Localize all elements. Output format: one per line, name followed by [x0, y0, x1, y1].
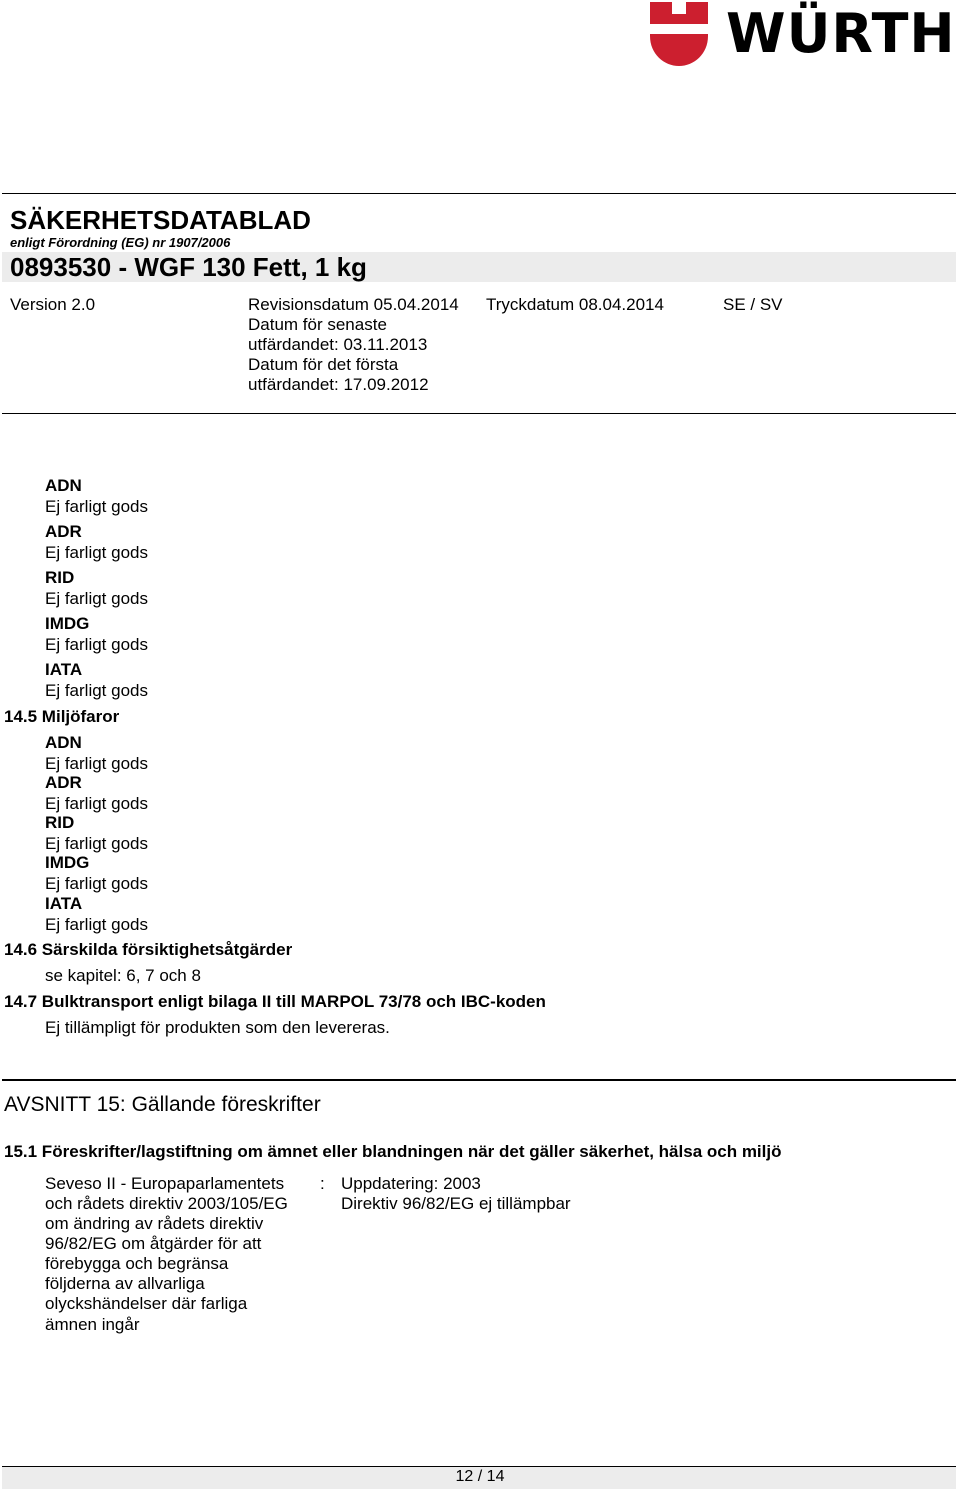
locale: SE / SV [723, 295, 783, 314]
section-14-7-text: Ej tillämpligt för produkten som den levereras. [45, 1018, 390, 1037]
transport-value: Ej farligt gods [45, 754, 148, 773]
section-15-1-heading: 15.1 Föreskrifter/lagstiftning om ämnet eller blandningen när det gäller säkerhet, hälsa och miljö [4, 1142, 782, 1161]
regulation-subtitle: enligt Förordning (EG) nr 1907/2006 [10, 235, 231, 250]
document-title: SÄKERHETSDATABLAD [10, 205, 311, 235]
section-15-rule [2, 1079, 956, 1081]
print-date: Tryckdatum 08.04.2014 [486, 295, 664, 314]
transport-mode: RID [45, 568, 75, 587]
header-top-rule [2, 193, 956, 194]
transport-value: Ej farligt gods [45, 874, 148, 893]
transport-value: Ej farligt gods [45, 681, 148, 700]
transport-value: Ej farligt gods [45, 635, 148, 654]
transport-mode: RID [45, 813, 75, 832]
logo-wordmark: WÜRTH [726, 2, 956, 65]
header-bottom-rule [2, 413, 956, 414]
transport-value: Ej farligt gods [45, 589, 148, 608]
regulation-line: förebygga och begränsa [45, 1254, 229, 1273]
transport-value: Ej farligt gods [45, 497, 148, 516]
regulation-line: olyckshändelser där farliga [45, 1294, 248, 1313]
page-number: 12 / 14 [455, 1468, 505, 1485]
transport-value: Ej farligt gods [45, 794, 148, 813]
section-15-heading: AVSNITT 15: Gällande föreskrifter [4, 1093, 321, 1116]
transport-value: Ej farligt gods [45, 834, 148, 853]
section-14-5-heading: 14.5 Miljöfaror [4, 707, 120, 726]
section-14-6-heading: 14.6 Särskilda försiktighetsåtgärder [4, 940, 293, 959]
transport-mode: IATA [45, 894, 83, 913]
regulation-line: följderna av allvarliga [45, 1274, 205, 1293]
revision-date: Revisionsdatum 05.04.2014 [248, 295, 459, 314]
section-14-6-text: se kapitel: 6, 7 och 8 [45, 966, 201, 985]
transport-mode: IMDG [45, 614, 90, 633]
transport-mode: IATA [45, 660, 83, 679]
transport-value: Ej farligt gods [45, 543, 148, 562]
last-issue-date: utfärdandet: 03.11.2013 [248, 335, 428, 354]
first-issue-label: Datum för det första [248, 355, 399, 374]
regulation-line: Seveso II - Europaparlamentets [45, 1174, 285, 1193]
regulation-value-line: Direktiv 96/82/EG ej tillämpbar [341, 1194, 571, 1213]
transport-mode: ADR [45, 773, 82, 792]
transport-mode: ADR [45, 522, 82, 541]
section-14-7-heading: 14.7 Bulktransport enligt bilaga II till MARPOL 73/78 och IBC-koden [4, 992, 546, 1011]
last-issue-label: Datum för senaste [248, 315, 387, 334]
first-issue-date: utfärdandet: 17.09.2012 [248, 375, 429, 394]
regulation-line: om ändring av rådets direktiv [45, 1214, 264, 1233]
transport-mode: ADN [45, 476, 82, 495]
regulation-value-line: Uppdatering: 2003 [341, 1174, 481, 1193]
regulation-line: ämnen ingår [45, 1315, 140, 1334]
regulation-line: 96/82/EG om åtgärder för att [45, 1234, 262, 1253]
product-title: 0893530 - WGF 130 Fett, 1 kg [10, 252, 367, 282]
transport-mode: IMDG [45, 853, 90, 872]
transport-value: Ej farligt gods [45, 915, 148, 934]
regulation-line: och rådets direktiv 2003/105/EG [45, 1194, 288, 1213]
version: Version 2.0 [10, 295, 96, 314]
regulation-separator: : [320, 1174, 325, 1193]
transport-mode: ADN [45, 733, 82, 752]
